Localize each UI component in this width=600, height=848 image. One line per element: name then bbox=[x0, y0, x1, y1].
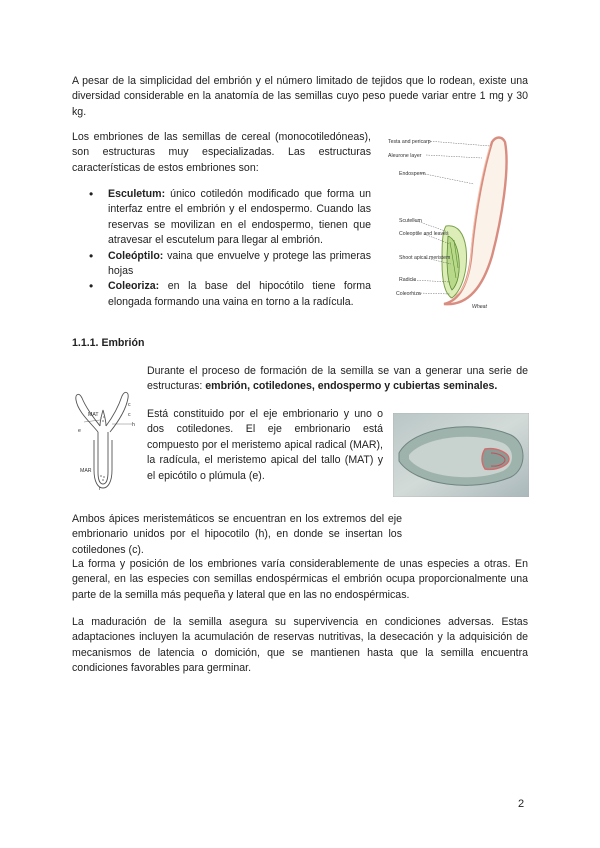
list-item bbox=[87, 279, 371, 310]
term-escutelum: Esculetum: bbox=[108, 188, 166, 200]
bullet-icon: • bbox=[89, 248, 94, 263]
seed-structures-bold: embrión, cotiledones, endospermo y cubiertas seminales. bbox=[202, 380, 498, 393]
list-item bbox=[87, 187, 371, 249]
definition-coleoptilo: vaina que envuelve y protege las primeras hojas bbox=[108, 249, 371, 278]
figure-caption-wheat: Wheat bbox=[472, 304, 487, 310]
embryo-axis-paragraph: Está constituido por el eje embrionario y uno o dos cotiledones. El eje embrionario está compuesto por el meristemo apical radical (MAR), la radícula, el meristemo apical del tallo (MAT) y el epicótilo o plúmula (e). bbox=[147, 408, 383, 482]
embryo-diagram bbox=[70, 384, 138, 494]
bullet-icon: • bbox=[89, 187, 94, 201]
seed-formation-paragraph bbox=[147, 364, 528, 395]
definition-escutelum: único cotiledón modificado que forma un interfaz entre el embrión y el endospermo. Cuando las reservas se movilizan en el endospermo, tienen que atravesar el escutelum para llegar al embrión. bbox=[108, 188, 371, 247]
meristem-dots bbox=[100, 416, 105, 481]
term-coleoriza: Coleoriza: bbox=[108, 280, 160, 293]
seed-maturation-paragraph: La maduración de la semilla asegura su supervivencia en condiciones adversas. Estas adaptaciones incluyen la acumulación de reservas nutritivas, la desecación y la adquisición de mecanismos de latencia o domición, que se mantienen hasta que la semilla encuentra condiciones favorables para germinar. bbox=[72, 616, 528, 675]
embryo-structures-list bbox=[87, 187, 371, 310]
label-e: e bbox=[78, 428, 81, 434]
label-coleorhiza: Coleorhiza bbox=[396, 291, 421, 297]
wheat-grain-figure bbox=[384, 128, 530, 312]
label-mar: MAR bbox=[80, 468, 92, 474]
label-mat: MAT bbox=[88, 412, 99, 418]
intro-paragraph: A pesar de la simplicidad del embrión y el número limitado de tejidos que lo rodean, existe una diversidad considerable en la anatomía de las semillas cuyo peso puede variar entre 1 mg y 30 kg. bbox=[72, 75, 528, 118]
embryo-shape-paragraph: La forma y posición de los embriones varía considerablemente de unas especies a otras. En general, en las especies con semillas endospérmicas el embrión ocupa proporcionalmente una parte de la semilla más pequeña y lateral que en las no endospérmicas. bbox=[72, 558, 528, 601]
label-line-mat bbox=[84, 420, 100, 422]
label-coleoptile: Coleoptile and leaves bbox=[399, 231, 449, 237]
label-aleurone: Aleurone layer bbox=[388, 153, 422, 159]
cereal-embryo-paragraph: Los embriones de las semillas de cereal (monocotiledóneas), son estructuras muy especializadas. Las estructuras características de estos embriones son: bbox=[72, 131, 371, 174]
label-c-second: c bbox=[128, 412, 131, 418]
label-c-right: c bbox=[128, 402, 131, 408]
meristem-apices-paragraph: Ambos ápices meristemáticos se encuentran en los extremos del eje embrionario unidos por el hipocotilo (h), en donde se insertan los cotiledones (c). bbox=[72, 513, 402, 556]
bullet-icon: • bbox=[89, 279, 94, 294]
seed-micrograph bbox=[393, 413, 529, 497]
label-r: r bbox=[99, 486, 101, 492]
term-coleoptilo: Coleóptilo: bbox=[108, 249, 164, 262]
label-h: h bbox=[132, 422, 135, 428]
section-heading: 1.1.1. Embrión bbox=[72, 337, 145, 349]
page-number: 2 bbox=[518, 798, 525, 810]
label-radicle: Radicle bbox=[399, 277, 417, 283]
list-item bbox=[87, 249, 371, 280]
label-shoot-meristem: Shoot apical meristem bbox=[399, 255, 451, 261]
label-testa: Testa and pericarp bbox=[388, 139, 431, 145]
definition-coleoriza: en la base del hipocótilo tiene forma elongada formando una vaina en torno a la radícula. bbox=[108, 280, 371, 308]
label-endosperm: Endosperm bbox=[399, 171, 426, 177]
label-scutellum: Scutellum bbox=[399, 218, 422, 224]
seed-formation-text: Durante el proceso de formación de la semilla se van a generar una serie de estructuras: bbox=[147, 365, 528, 393]
